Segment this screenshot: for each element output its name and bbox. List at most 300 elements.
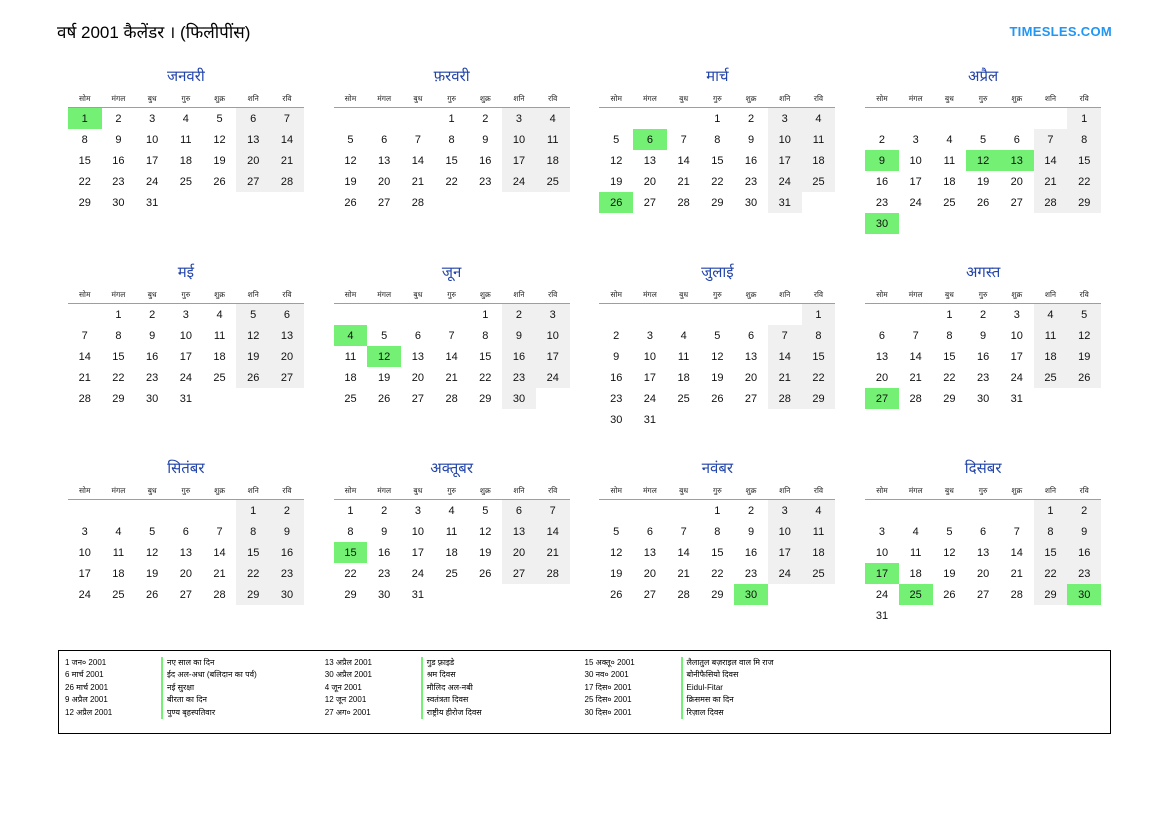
day-cell[interactable]: 2 (149, 308, 156, 321)
day-cell[interactable]: 5 (1067, 304, 1101, 326)
day-cell[interactable]: 17 (146, 154, 159, 167)
day-cell[interactable]: 23 (270, 563, 304, 584)
day-cell[interactable]: 17 (411, 546, 424, 559)
day-cell[interactable]: 27 (179, 588, 192, 601)
day-cell[interactable]: 12 (610, 154, 623, 167)
day-cell[interactable]: 31 (643, 413, 657, 426)
day-cell[interactable]: 24 (768, 563, 802, 584)
day-cell[interactable]: 5 (482, 504, 489, 517)
day-cell[interactable]: 20 (744, 371, 758, 384)
day-cell[interactable]: 27 (236, 171, 270, 192)
day-cell[interactable]: 19 (213, 154, 226, 167)
day-cell[interactable]: 4 (1034, 304, 1068, 326)
day-cell[interactable]: 25 (802, 171, 836, 192)
day-cell[interactable]: 30 (112, 196, 125, 209)
day-cell[interactable]: 22 (445, 175, 458, 188)
day-cell[interactable]: 6 (747, 329, 755, 342)
day-cell[interactable]: 8 (347, 525, 354, 538)
day-cell[interactable]: 24 (909, 196, 922, 209)
day-cell[interactable]: 23 (875, 196, 889, 209)
day-cell[interactable]: 10 (768, 129, 802, 150)
day-cell[interactable]: 5 (613, 133, 620, 146)
day-cell[interactable]: 8 (714, 525, 721, 538)
day-cell[interactable]: 16 (610, 371, 623, 384)
day-cell[interactable]: 14 (78, 350, 91, 363)
day-cell[interactable]: 12 (966, 150, 1000, 171)
day-cell[interactable]: 24 (643, 392, 657, 405)
day-cell[interactable]: 29 (479, 392, 492, 405)
day-cell[interactable]: 1 (68, 108, 102, 130)
day-cell[interactable]: 1 (482, 308, 489, 321)
day-cell[interactable]: 22 (344, 567, 357, 580)
day-cell[interactable]: 8 (115, 329, 122, 342)
day-cell[interactable]: 9 (613, 350, 620, 363)
day-cell[interactable]: 18 (179, 154, 192, 167)
day-cell[interactable]: 10 (643, 350, 657, 363)
day-cell[interactable]: 24 (768, 171, 802, 192)
day-cell[interactable]: 9 (270, 521, 304, 542)
day-cell[interactable]: 9 (381, 525, 388, 538)
day-cell[interactable]: 20 (976, 567, 990, 580)
day-cell[interactable]: 6 (270, 304, 304, 326)
day-cell[interactable]: 26 (943, 588, 956, 601)
day-cell[interactable]: 21 (1034, 171, 1068, 192)
day-cell[interactable]: 2 (980, 308, 987, 321)
day-cell[interactable]: 4 (802, 108, 836, 130)
day-cell[interactable]: 3 (878, 525, 886, 538)
day-cell[interactable]: 1 (347, 504, 354, 517)
day-cell[interactable]: 30 (610, 413, 623, 426)
day-cell[interactable]: 16 (1067, 542, 1101, 563)
day-cell[interactable]: 3 (502, 108, 536, 130)
day-cell[interactable]: 10 (909, 154, 922, 167)
day-cell[interactable]: 29 (711, 588, 724, 601)
day-cell[interactable]: 22 (78, 175, 91, 188)
day-cell[interactable]: 17 (865, 563, 899, 584)
day-cell[interactable]: 24 (179, 371, 192, 384)
day-cell[interactable]: 5 (216, 112, 223, 125)
day-cell[interactable]: 20 (875, 371, 889, 384)
day-cell[interactable]: 20 (378, 175, 391, 188)
day-cell[interactable]: 9 (1067, 521, 1101, 542)
day-cell[interactable]: 27 (643, 196, 657, 209)
day-cell[interactable]: 13 (411, 350, 424, 363)
day-cell[interactable]: 26 (599, 192, 633, 213)
day-cell[interactable]: 13 (875, 350, 889, 363)
day-cell[interactable]: 3 (768, 500, 802, 522)
day-cell[interactable]: 11 (445, 525, 458, 538)
day-cell[interactable]: 31 (411, 588, 424, 601)
day-cell[interactable]: 11 (180, 133, 192, 146)
day-cell[interactable]: 4 (216, 308, 223, 321)
day-cell[interactable]: 6 (633, 129, 667, 150)
day-cell[interactable]: 18 (213, 350, 226, 363)
day-cell[interactable]: 10 (502, 129, 536, 150)
day-cell[interactable]: 5 (149, 525, 156, 538)
day-cell[interactable]: 10 (78, 546, 91, 559)
day-cell[interactable]: 31 (875, 609, 889, 622)
day-cell[interactable]: 7 (270, 108, 304, 130)
day-cell[interactable]: 16 (479, 154, 492, 167)
day-cell[interactable]: 9 (865, 150, 899, 171)
day-cell[interactable]: 15 (711, 154, 724, 167)
day-cell[interactable]: 21 (78, 371, 91, 384)
day-cell[interactable]: 31 (146, 196, 159, 209)
day-cell[interactable]: 14 (909, 350, 922, 363)
day-cell[interactable]: 17 (1010, 350, 1023, 363)
day-cell[interactable]: 15 (236, 542, 270, 563)
day-cell[interactable]: 26 (213, 175, 226, 188)
day-cell[interactable]: 7 (81, 329, 88, 342)
day-cell[interactable]: 2 (747, 504, 755, 517)
day-cell[interactable]: 26 (479, 567, 492, 580)
day-cell[interactable]: 11 (677, 350, 690, 363)
day-cell[interactable]: 13 (744, 350, 758, 363)
day-cell[interactable]: 15 (943, 350, 956, 363)
day-cell[interactable]: 31 (768, 192, 802, 213)
day-cell[interactable]: 20 (502, 542, 536, 563)
day-cell[interactable]: 28 (213, 588, 226, 601)
day-cell[interactable]: 2 (381, 504, 388, 517)
day-cell[interactable]: 10 (146, 133, 159, 146)
day-cell[interactable]: 13 (976, 546, 990, 559)
day-cell[interactable]: 18 (677, 371, 690, 384)
day-cell[interactable]: 11 (536, 129, 570, 150)
day-cell[interactable]: 13 (378, 154, 391, 167)
day-cell[interactable]: 2 (482, 112, 489, 125)
day-cell[interactable]: 12 (610, 546, 623, 559)
day-cell[interactable]: 25 (1034, 367, 1068, 388)
day-cell[interactable]: 15 (112, 350, 125, 363)
day-cell[interactable]: 13 (643, 154, 657, 167)
day-cell[interactable]: 23 (112, 175, 125, 188)
day-cell[interactable]: 15 (334, 542, 368, 563)
day-cell[interactable]: 1 (714, 504, 721, 517)
day-cell[interactable]: 28 (78, 392, 91, 405)
day-cell[interactable]: 29 (1067, 192, 1101, 213)
day-cell[interactable]: 30 (744, 196, 758, 209)
day-cell[interactable]: 22 (711, 567, 724, 580)
day-cell[interactable]: 21 (677, 567, 690, 580)
day-cell[interactable]: 12 (943, 546, 956, 559)
day-cell[interactable]: 13 (1000, 150, 1034, 171)
day-cell[interactable]: 16 (875, 175, 889, 188)
day-cell[interactable]: 4 (802, 500, 836, 522)
day-cell[interactable]: 23 (610, 392, 623, 405)
day-cell[interactable]: 21 (270, 150, 304, 171)
day-cell[interactable]: 26 (976, 196, 990, 209)
day-cell[interactable]: 29 (1034, 584, 1068, 605)
day-cell[interactable]: 5 (613, 525, 620, 538)
day-cell[interactable]: 18 (112, 567, 125, 580)
day-cell[interactable]: 20 (179, 567, 192, 580)
day-cell[interactable]: 26 (236, 367, 270, 388)
day-cell[interactable]: 14 (411, 154, 424, 167)
day-cell[interactable]: 17 (502, 150, 536, 171)
day-cell[interactable]: 7 (448, 329, 455, 342)
day-cell[interactable]: 12 (711, 350, 724, 363)
day-cell[interactable]: 12 (146, 546, 159, 559)
day-cell[interactable]: 10 (875, 546, 889, 559)
day-cell[interactable]: 25 (213, 371, 226, 384)
day-cell[interactable]: 5 (980, 133, 987, 146)
day-cell[interactable]: 27 (865, 388, 899, 409)
day-cell[interactable]: 12 (1067, 325, 1101, 346)
day-cell[interactable]: 22 (112, 371, 125, 384)
day-cell[interactable]: 26 (1067, 367, 1101, 388)
day-cell[interactable]: 23 (146, 371, 159, 384)
day-cell[interactable]: 4 (680, 329, 687, 342)
day-cell[interactable]: 2 (115, 112, 122, 125)
day-cell[interactable]: 6 (1013, 133, 1020, 146)
day-cell[interactable]: 2 (502, 304, 536, 326)
day-cell[interactable]: 19 (943, 567, 956, 580)
day-cell[interactable]: 8 (946, 329, 953, 342)
day-cell[interactable]: 28 (445, 392, 458, 405)
day-cell[interactable]: 24 (1010, 371, 1023, 384)
day-cell[interactable]: 15 (1067, 150, 1101, 171)
day-cell[interactable]: 15 (711, 546, 724, 559)
day-cell[interactable]: 15 (445, 154, 458, 167)
day-cell[interactable]: 18 (943, 175, 956, 188)
day-cell[interactable]: 4 (182, 112, 189, 125)
day-cell[interactable]: 2 (747, 112, 755, 125)
day-cell[interactable]: 1 (115, 308, 122, 321)
day-cell[interactable]: 19 (976, 175, 990, 188)
day-cell[interactable]: 20 (270, 346, 304, 367)
day-cell[interactable]: 27 (378, 196, 391, 209)
day-cell[interactable]: 14 (1034, 150, 1068, 171)
day-cell[interactable]: 5 (714, 329, 721, 342)
day-cell[interactable]: 3 (414, 504, 421, 517)
day-cell[interactable]: 3 (646, 329, 653, 342)
day-cell[interactable]: 14 (677, 546, 690, 559)
day-cell[interactable]: 20 (411, 371, 424, 384)
day-cell[interactable]: 21 (445, 371, 458, 384)
day-cell[interactable]: 8 (1067, 129, 1101, 150)
day-cell[interactable]: 19 (236, 346, 270, 367)
day-cell[interactable]: 25 (677, 392, 690, 405)
day-cell[interactable]: 1 (1034, 500, 1068, 522)
day-cell[interactable]: 21 (909, 371, 922, 384)
day-cell[interactable]: 18 (802, 150, 836, 171)
day-cell[interactable]: 15 (802, 346, 836, 367)
day-cell[interactable]: 10 (536, 325, 570, 346)
day-cell[interactable]: 19 (610, 567, 623, 580)
day-cell[interactable]: 28 (768, 388, 802, 409)
day-cell[interactable]: 8 (236, 521, 270, 542)
day-cell[interactable]: 7 (680, 133, 687, 146)
day-cell[interactable]: 26 (378, 392, 391, 405)
day-cell[interactable]: 8 (1034, 521, 1068, 542)
day-cell[interactable]: 17 (768, 542, 802, 563)
day-cell[interactable]: 21 (768, 367, 802, 388)
day-cell[interactable]: 19 (146, 567, 159, 580)
day-cell[interactable]: 17 (768, 150, 802, 171)
day-cell[interactable]: 29 (78, 196, 91, 209)
day-cell[interactable]: 29 (236, 584, 270, 605)
day-cell[interactable]: 9 (482, 133, 489, 146)
day-cell[interactable]: 5 (347, 133, 354, 146)
day-cell[interactable]: 27 (1010, 196, 1023, 209)
day-cell[interactable]: 4 (334, 325, 368, 346)
day-cell[interactable]: 27 (411, 392, 424, 405)
day-cell[interactable]: 22 (943, 371, 956, 384)
day-cell[interactable]: 4 (536, 108, 570, 130)
day-cell[interactable]: 16 (146, 350, 159, 363)
day-cell[interactable]: 22 (1067, 171, 1101, 192)
day-cell[interactable]: 25 (899, 584, 933, 605)
day-cell[interactable]: 19 (711, 371, 724, 384)
day-cell[interactable]: 4 (448, 504, 455, 517)
day-cell[interactable]: 27 (502, 563, 536, 584)
day-cell[interactable]: 25 (802, 563, 836, 584)
day-cell[interactable]: 30 (270, 584, 304, 605)
day-cell[interactable]: 12 (344, 154, 357, 167)
day-cell[interactable]: 29 (802, 388, 836, 409)
day-cell[interactable]: 28 (536, 563, 570, 584)
day-cell[interactable]: 6 (646, 525, 653, 538)
day-cell[interactable]: 18 (344, 371, 357, 384)
day-cell[interactable]: 8 (482, 329, 489, 342)
day-cell[interactable]: 9 (502, 325, 536, 346)
day-cell[interactable]: 1 (802, 304, 836, 326)
day-cell[interactable]: 14 (445, 350, 458, 363)
day-cell[interactable]: 29 (112, 392, 125, 405)
day-cell[interactable]: 31 (179, 392, 192, 405)
day-cell[interactable]: 4 (946, 133, 953, 146)
day-cell[interactable]: 14 (1010, 546, 1023, 559)
day-cell[interactable]: 22 (802, 367, 836, 388)
day-cell[interactable]: 7 (768, 325, 802, 346)
day-cell[interactable]: 24 (146, 175, 159, 188)
day-cell[interactable]: 21 (677, 175, 690, 188)
day-cell[interactable]: 6 (414, 329, 421, 342)
day-cell[interactable]: 9 (980, 329, 987, 342)
day-cell[interactable]: 19 (378, 371, 391, 384)
day-cell[interactable]: 8 (802, 325, 836, 346)
day-cell[interactable]: 21 (1010, 567, 1023, 580)
day-cell[interactable]: 3 (149, 112, 156, 125)
day-cell[interactable]: 24 (875, 588, 889, 601)
day-cell[interactable]: 14 (768, 346, 802, 367)
day-cell[interactable]: 9 (747, 133, 755, 146)
day-cell[interactable]: 30 (146, 392, 159, 405)
day-cell[interactable]: 1 (236, 500, 270, 522)
day-cell[interactable]: 29 (711, 196, 724, 209)
day-cell[interactable]: 24 (411, 567, 424, 580)
day-cell[interactable]: 25 (943, 196, 956, 209)
day-cell[interactable]: 19 (344, 175, 357, 188)
day-cell[interactable]: 12 (367, 346, 401, 367)
day-cell[interactable]: 28 (1034, 192, 1068, 213)
day-cell[interactable]: 14 (270, 129, 304, 150)
day-cell[interactable]: 15 (1034, 542, 1068, 563)
day-cell[interactable]: 11 (943, 154, 956, 167)
day-cell[interactable]: 23 (744, 175, 758, 188)
day-cell[interactable]: 10 (411, 525, 424, 538)
day-cell[interactable]: 9 (747, 525, 755, 538)
day-cell[interactable]: 13 (236, 129, 270, 150)
day-cell[interactable]: 23 (479, 175, 492, 188)
day-cell[interactable]: 8 (714, 133, 721, 146)
day-cell[interactable]: 12 (479, 525, 492, 538)
day-cell[interactable]: 3 (182, 308, 189, 321)
day-cell[interactable]: 8 (81, 133, 88, 146)
day-cell[interactable]: 29 (943, 392, 956, 405)
day-cell[interactable]: 5 (381, 329, 388, 342)
day-cell[interactable]: 22 (1034, 563, 1068, 584)
day-cell[interactable]: 10 (768, 521, 802, 542)
day-cell[interactable]: 23 (1067, 563, 1101, 584)
day-cell[interactable]: 27 (643, 588, 657, 601)
day-cell[interactable]: 8 (448, 133, 455, 146)
day-cell[interactable]: 26 (610, 588, 623, 601)
day-cell[interactable]: 7 (414, 133, 421, 146)
day-cell[interactable]: 30 (976, 392, 990, 405)
day-cell[interactable]: 30 (502, 388, 536, 409)
day-cell[interactable]: 25 (344, 392, 357, 405)
day-cell[interactable]: 11 (213, 329, 226, 342)
day-cell[interactable]: 25 (112, 588, 125, 601)
day-cell[interactable]: 10 (1010, 329, 1023, 342)
day-cell[interactable]: 7 (1013, 525, 1020, 538)
day-cell[interactable]: 24 (536, 367, 570, 388)
day-cell[interactable]: 2 (878, 133, 886, 146)
day-cell[interactable]: 1 (946, 308, 953, 321)
day-cell[interactable]: 25 (445, 567, 458, 580)
day-cell[interactable]: 6 (878, 329, 886, 342)
day-cell[interactable]: 28 (411, 196, 424, 209)
day-cell[interactable]: 3 (536, 304, 570, 326)
day-cell[interactable]: 30 (865, 213, 899, 234)
day-cell[interactable]: 17 (909, 175, 922, 188)
day-cell[interactable]: 30 (734, 584, 768, 605)
day-cell[interactable]: 27 (270, 367, 304, 388)
day-cell[interactable]: 18 (909, 567, 922, 580)
day-cell[interactable]: 14 (213, 546, 226, 559)
day-cell[interactable]: 23 (976, 371, 990, 384)
day-cell[interactable]: 6 (236, 108, 270, 130)
day-cell[interactable]: 11 (802, 521, 836, 542)
day-cell[interactable]: 13 (643, 546, 657, 559)
day-cell[interactable]: 24 (78, 588, 91, 601)
day-cell[interactable]: 3 (81, 525, 88, 538)
day-cell[interactable]: 29 (344, 588, 357, 601)
day-cell[interactable]: 28 (270, 171, 304, 192)
day-cell[interactable]: 30 (378, 588, 391, 601)
day-cell[interactable]: 31 (1010, 392, 1023, 405)
day-cell[interactable]: 20 (643, 175, 657, 188)
day-cell[interactable]: 18 (802, 542, 836, 563)
day-cell[interactable]: 14 (536, 521, 570, 542)
day-cell[interactable]: 16 (502, 346, 536, 367)
day-cell[interactable]: 21 (536, 542, 570, 563)
day-cell[interactable]: 15 (78, 154, 91, 167)
day-cell[interactable]: 25 (179, 175, 192, 188)
day-cell[interactable]: 2 (1067, 500, 1101, 522)
day-cell[interactable]: 14 (677, 154, 690, 167)
day-cell[interactable]: 13 (270, 325, 304, 346)
day-cell[interactable]: 1 (714, 112, 721, 125)
day-cell[interactable]: 20 (643, 567, 657, 580)
day-cell[interactable]: 11 (112, 546, 125, 559)
day-cell[interactable]: 20 (236, 150, 270, 171)
day-cell[interactable]: 22 (479, 371, 492, 384)
day-cell[interactable]: 21 (213, 567, 226, 580)
day-cell[interactable]: 9 (149, 329, 156, 342)
day-cell[interactable]: 11 (1034, 325, 1068, 346)
